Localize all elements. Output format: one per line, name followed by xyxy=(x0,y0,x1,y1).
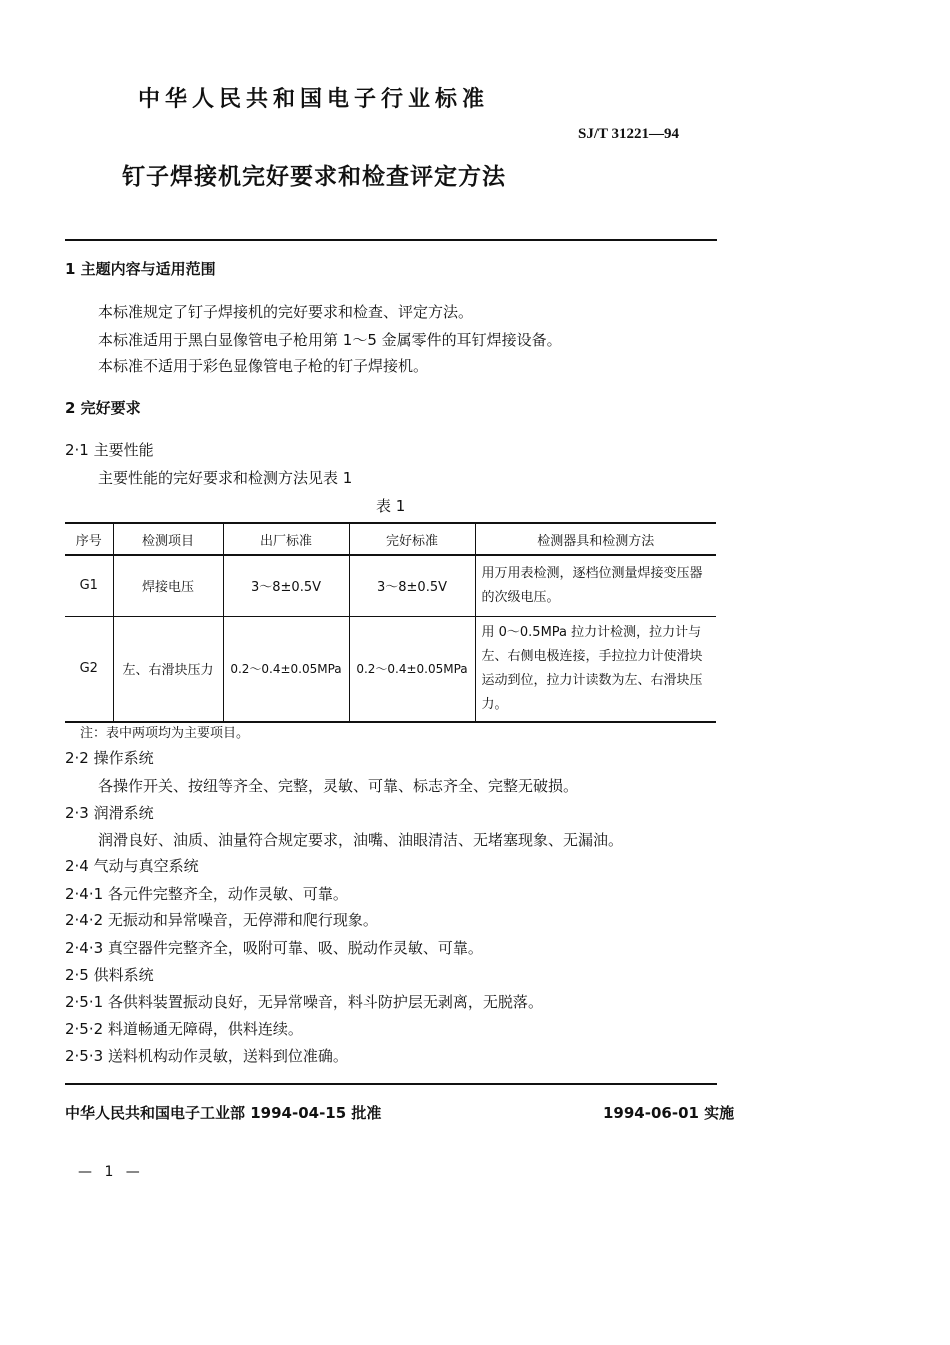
section-1-paragraph-1: 本标准规定了钉子焊接机的完好要求和检查、评定方法。 xyxy=(98,303,474,321)
table-caption: 表 1 xyxy=(376,497,406,515)
section-2-5-1: 2·5·1 各供料装置振动良好，无异常噪音，料斗防护层无剥离，无脱落。 xyxy=(65,993,543,1011)
page-number: — 1 — xyxy=(78,1164,144,1180)
issuing-organization: 中华人民共和国电子行业标准 xyxy=(138,87,490,112)
top-divider xyxy=(65,239,717,241)
table-cell: 0.2～0.4±0.05MPa xyxy=(349,616,475,722)
header-cell: 完好标准 xyxy=(349,523,475,555)
section-2-3-text: 润滑良好、油质、油量符合规定要求，油嘴、油眼清洁、无堵塞现象、无漏油。 xyxy=(98,831,624,849)
table-cell: 左、右滑块压力 xyxy=(113,616,223,722)
table-row xyxy=(65,616,716,722)
standard-code: SJ/T 31221—94 xyxy=(578,126,679,142)
table-cell: 0.2～0.4±0.05MPa xyxy=(223,616,349,722)
table-cell: 焊接电压 xyxy=(113,555,223,616)
implementation-date: 1994-06-01 实施 xyxy=(603,1104,735,1122)
section-2-5-heading: 2·5 供料系统 xyxy=(65,966,154,984)
table-note: 注：表中两项均为主要项目。 xyxy=(80,726,250,741)
header-cell: 出厂标准 xyxy=(223,523,349,555)
section-2-2-text: 各操作开关、按纽等齐全、完整，灵敏、可靠、标志齐全、完整无破损。 xyxy=(98,777,579,795)
table-cell: G2 xyxy=(65,616,113,722)
table-cell: 3～8±0.5V xyxy=(349,555,475,616)
section-2-4-3: 2·4·3 真空器件完整齐全，吸附可靠、吸、脱动作灵敏、可靠。 xyxy=(65,939,483,957)
section-2-5-2: 2·5·2 料道畅通无障碍，供料连续。 xyxy=(65,1020,303,1038)
section-2-4-heading: 2·4 气动与真空系统 xyxy=(65,857,199,875)
section-1-heading: 1 主题内容与适用范围 xyxy=(65,260,216,278)
header-cell: 检测项目 xyxy=(113,523,223,555)
section-1-paragraph-3: 本标准不适用于彩色显像管电子枪的钉子焊接机。 xyxy=(98,357,429,375)
table-row xyxy=(65,555,716,616)
header-cell: 检测器具和检测方法 xyxy=(475,523,716,555)
table-cell: 用 0～0.5MPa 拉力计检测，拉力计与左、右侧电极连接，手拉拉力计使滑块运动到位，拉力计读数为左、右滑块压力。 xyxy=(475,616,716,722)
section-2-1-text: 主要性能的完好要求和检测方法见表 1 xyxy=(98,469,353,487)
section-2-2-heading: 2·2 操作系统 xyxy=(65,749,154,767)
bottom-divider xyxy=(65,1083,717,1085)
approval-line: 中华人民共和国电子工业部 1994-04-15 批准 xyxy=(65,1104,382,1122)
section-2-1-heading: 2·1 主要性能 xyxy=(65,441,154,459)
header-cell: 序号 xyxy=(65,523,113,555)
section-1-paragraph-2: 本标准适用于黑白显像管电子枪用第 1～5 金属零件的耳钉焊接设备。 xyxy=(98,331,562,349)
table-cell: 3～8±0.5V xyxy=(223,555,349,616)
section-2-4-1: 2·4·1 各元件完整齐全，动作灵敏、可靠。 xyxy=(65,885,348,903)
section-2-4-2: 2·4·2 无振动和异常噪音，无停滞和爬行现象。 xyxy=(65,911,378,929)
section-2-3-heading: 2·3 润滑系统 xyxy=(65,804,154,822)
table-header-row xyxy=(65,523,716,555)
section-2-5-3: 2·5·3 送料机构动作灵敏，送料到位准确。 xyxy=(65,1047,348,1065)
section-2-heading: 2 完好要求 xyxy=(65,399,141,417)
performance-table xyxy=(65,522,716,723)
document-title: 钉子焊接机完好要求和检查评定方法 xyxy=(122,164,506,190)
table-cell: 用万用表检测，逐档位测量焊接变压器的次级电压。 xyxy=(475,555,716,616)
table-cell: G1 xyxy=(65,555,113,616)
